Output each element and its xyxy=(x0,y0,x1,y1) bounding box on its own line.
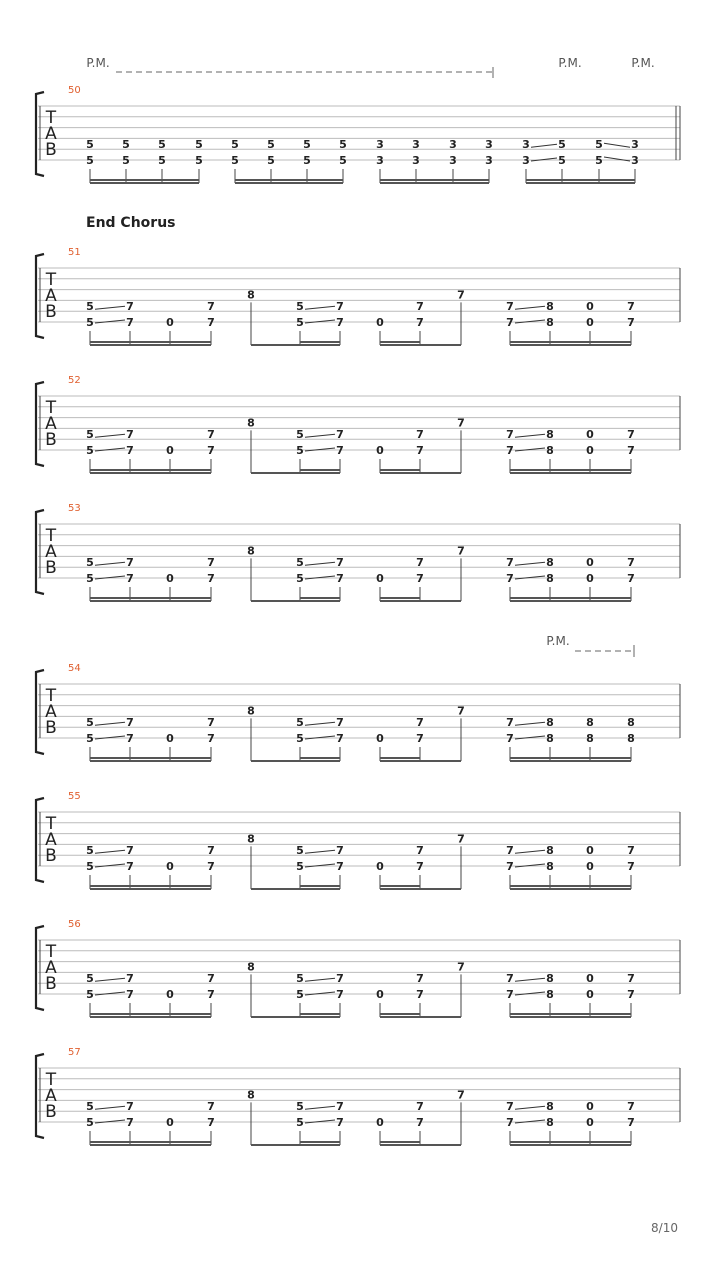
tab-letter-a: A xyxy=(45,830,57,850)
fret-number: 7 xyxy=(336,572,344,585)
fret-number: 5 xyxy=(558,138,566,152)
fret-number: 7 xyxy=(126,1116,134,1129)
fret-number: 7 xyxy=(207,860,215,873)
slide-line xyxy=(531,144,557,147)
fret-number: 7 xyxy=(457,416,465,430)
fret-number: 7 xyxy=(457,832,465,846)
fret-number: 7 xyxy=(126,972,134,986)
tab-letter-b: B xyxy=(45,718,57,738)
tab-letter-b: B xyxy=(45,558,57,578)
tab-letter-t: T xyxy=(45,814,57,834)
fret-number: 7 xyxy=(336,316,344,329)
tab-system-52 xyxy=(36,375,680,473)
fret-number: 7 xyxy=(416,428,424,442)
measure-number: 55 xyxy=(68,791,81,802)
fret-number: 8 xyxy=(546,972,554,986)
fret-number: 5 xyxy=(158,154,166,167)
measure-number: 57 xyxy=(68,1047,81,1058)
fret-number: 8 xyxy=(546,556,554,570)
tab-letter-t: T xyxy=(45,398,57,418)
fret-number: 0 xyxy=(586,300,594,314)
fret-number: 7 xyxy=(207,572,215,585)
fret-number: 7 xyxy=(207,428,215,442)
fret-number: 5 xyxy=(195,138,203,152)
fret-number: 0 xyxy=(166,316,174,329)
fret-number: 7 xyxy=(336,556,344,570)
fret-number: 8 xyxy=(546,860,554,873)
fret-number: 7 xyxy=(126,732,134,745)
fret-number: 8 xyxy=(247,544,255,558)
fret-number: 5 xyxy=(86,428,94,442)
fret-number: 5 xyxy=(86,860,94,873)
fret-number: 8 xyxy=(546,732,554,745)
fret-number: 0 xyxy=(376,572,384,585)
measure-number: 52 xyxy=(68,375,81,386)
fret-number: 7 xyxy=(506,732,514,745)
fret-number: 7 xyxy=(207,988,215,1001)
fret-number: 7 xyxy=(457,288,465,302)
slide-line xyxy=(515,850,545,853)
palm-mute-label: P.M. xyxy=(86,56,110,70)
fret-number: 7 xyxy=(506,300,514,314)
fret-number: 8 xyxy=(247,704,255,718)
fret-number: 7 xyxy=(336,1100,344,1114)
fret-number: 7 xyxy=(627,844,635,858)
fret-number: 5 xyxy=(86,988,94,1001)
fret-number: 5 xyxy=(296,972,304,986)
tab-letter-a: A xyxy=(45,702,57,722)
fret-number: 7 xyxy=(207,1100,215,1114)
fret-number: 5 xyxy=(296,844,304,858)
tab-system-53 xyxy=(36,503,680,601)
fret-number: 7 xyxy=(207,732,215,745)
fret-number: 8 xyxy=(546,1100,554,1114)
fret-number: 5 xyxy=(296,300,304,314)
fret-number: 7 xyxy=(416,572,424,585)
fret-number: 3 xyxy=(522,154,530,167)
measure-number: 50 xyxy=(68,85,81,96)
fret-number: 5 xyxy=(122,138,130,152)
fret-number: 8 xyxy=(546,716,554,730)
fret-number: 7 xyxy=(336,860,344,873)
fret-number: 0 xyxy=(376,988,384,1001)
slide-line xyxy=(95,434,125,437)
fret-number: 5 xyxy=(296,988,304,1001)
fret-number: 7 xyxy=(416,972,424,986)
fret-number: 8 xyxy=(586,716,594,730)
fret-number: 8 xyxy=(247,1088,255,1102)
slide-line xyxy=(95,562,125,565)
fret-number: 5 xyxy=(296,572,304,585)
slide-line xyxy=(305,722,335,725)
fret-number: 7 xyxy=(506,572,514,585)
fret-number: 7 xyxy=(457,1088,465,1102)
slide-line xyxy=(305,978,335,981)
fret-number: 7 xyxy=(506,444,514,457)
slide-line xyxy=(95,978,125,981)
fret-number: 5 xyxy=(231,138,239,152)
tab-letter-a: A xyxy=(45,414,57,434)
fret-number: 5 xyxy=(267,138,275,152)
fret-number: 7 xyxy=(506,988,514,1001)
fret-number: 7 xyxy=(506,316,514,329)
fret-number: 7 xyxy=(627,428,635,442)
measure-number: 51 xyxy=(68,247,81,258)
slide-line xyxy=(604,143,630,147)
fret-number: 7 xyxy=(627,988,635,1001)
fret-number: 8 xyxy=(546,844,554,858)
fret-number: 5 xyxy=(86,1100,94,1114)
fret-number: 7 xyxy=(627,444,635,457)
tab-letter-b: B xyxy=(45,140,57,160)
fret-number: 5 xyxy=(296,716,304,730)
fret-number: 5 xyxy=(296,732,304,745)
fret-number: 5 xyxy=(558,154,566,167)
fret-number: 5 xyxy=(86,444,94,457)
fret-number: 5 xyxy=(195,154,203,167)
fret-number: 5 xyxy=(296,316,304,329)
fret-number: 7 xyxy=(336,732,344,745)
fret-number: 8 xyxy=(546,316,554,329)
palm-mute-label: P.M. xyxy=(546,634,570,648)
fret-number: 5 xyxy=(303,138,311,152)
tab-letter-b: B xyxy=(45,430,57,450)
fret-number: 7 xyxy=(506,428,514,442)
measure-number: 54 xyxy=(68,663,81,674)
fret-number: 0 xyxy=(586,444,594,457)
tab-system-55 xyxy=(36,791,680,889)
fret-number: 8 xyxy=(546,572,554,585)
fret-number: 0 xyxy=(376,732,384,745)
fret-number: 5 xyxy=(158,138,166,152)
fret-number: 5 xyxy=(296,428,304,442)
fret-number: 8 xyxy=(546,1116,554,1129)
tab-system-54 xyxy=(36,634,680,761)
fret-number: 7 xyxy=(126,572,134,585)
slide-line xyxy=(305,434,335,437)
slide-line xyxy=(305,850,335,853)
fret-number: 7 xyxy=(627,1100,635,1114)
slide-line xyxy=(95,306,125,309)
fret-number: 7 xyxy=(506,556,514,570)
palm-mute-label: P.M. xyxy=(558,56,582,70)
fret-number: 0 xyxy=(586,1116,594,1129)
fret-number: 5 xyxy=(86,316,94,329)
tab-letter-a: A xyxy=(45,286,57,306)
fret-number: 3 xyxy=(376,138,384,152)
fret-number: 7 xyxy=(416,844,424,858)
fret-number: 7 xyxy=(126,988,134,1001)
fret-number: 8 xyxy=(627,732,635,745)
fret-number: 7 xyxy=(126,428,134,442)
fret-number: 8 xyxy=(546,428,554,442)
fret-number: 0 xyxy=(586,988,594,1001)
fret-number: 3 xyxy=(522,138,530,152)
fret-number: 7 xyxy=(416,732,424,745)
fret-number: 5 xyxy=(267,154,275,167)
fret-number: 0 xyxy=(586,860,594,873)
fret-number: 7 xyxy=(336,716,344,730)
fret-number: 5 xyxy=(86,1116,94,1129)
fret-number: 7 xyxy=(627,1116,635,1129)
fret-number: 0 xyxy=(376,444,384,457)
tab-letter-b: B xyxy=(45,302,57,322)
fret-number: 7 xyxy=(207,300,215,314)
fret-number: 7 xyxy=(627,972,635,986)
tab-letter-t: T xyxy=(45,942,57,962)
fret-number: 7 xyxy=(336,988,344,1001)
fret-number: 7 xyxy=(207,972,215,986)
fret-number: 3 xyxy=(485,138,493,152)
fret-number: 5 xyxy=(86,572,94,585)
fret-number: 7 xyxy=(416,1116,424,1129)
fret-number: 7 xyxy=(336,444,344,457)
tab-letter-b: B xyxy=(45,974,57,994)
tab-letter-b: B xyxy=(45,846,57,866)
fret-number: 7 xyxy=(126,556,134,570)
fret-number: 8 xyxy=(247,960,255,974)
tab-letter-a: A xyxy=(45,124,57,144)
fret-number: 7 xyxy=(416,444,424,457)
fret-number: 0 xyxy=(166,572,174,585)
fret-number: 3 xyxy=(449,138,457,152)
fret-number: 0 xyxy=(376,1116,384,1129)
fret-number: 7 xyxy=(457,544,465,558)
slide-line xyxy=(305,306,335,309)
fret-number: 0 xyxy=(376,316,384,329)
fret-number: 7 xyxy=(207,316,215,329)
slide-line xyxy=(515,1106,545,1109)
fret-number: 7 xyxy=(416,716,424,730)
fret-number: 5 xyxy=(86,138,94,152)
fret-number: 0 xyxy=(586,556,594,570)
tab-letter-a: A xyxy=(45,1086,57,1106)
fret-number: 3 xyxy=(412,154,420,167)
tab-letter-t: T xyxy=(45,270,57,290)
fret-number: 5 xyxy=(86,716,94,730)
fret-number: 3 xyxy=(412,138,420,152)
tab-letter-a: A xyxy=(45,542,57,562)
fret-number: 7 xyxy=(627,556,635,570)
fret-number: 7 xyxy=(126,716,134,730)
tab-letter-t: T xyxy=(45,686,57,706)
fret-number: 7 xyxy=(627,300,635,314)
fret-number: 5 xyxy=(296,1116,304,1129)
slide-line xyxy=(515,978,545,981)
fret-number: 5 xyxy=(339,138,347,152)
fret-number: 7 xyxy=(207,844,215,858)
slide-line xyxy=(95,1106,125,1109)
fret-number: 0 xyxy=(586,1100,594,1114)
fret-number: 0 xyxy=(166,732,174,745)
tab-letter-b: B xyxy=(45,1102,57,1122)
fret-number: 5 xyxy=(86,300,94,314)
fret-number: 8 xyxy=(546,300,554,314)
fret-number: 7 xyxy=(207,1116,215,1129)
fret-number: 0 xyxy=(586,316,594,329)
fret-number: 7 xyxy=(336,300,344,314)
fret-number: 8 xyxy=(586,732,594,745)
fret-number: 7 xyxy=(126,844,134,858)
slide-line xyxy=(305,1106,335,1109)
tab-letter-a: A xyxy=(45,958,57,978)
fret-number: 5 xyxy=(231,154,239,167)
fret-number: 5 xyxy=(595,138,603,152)
fret-number: 0 xyxy=(376,860,384,873)
fret-number: 7 xyxy=(506,1100,514,1114)
slide-line xyxy=(515,722,545,725)
fret-number: 7 xyxy=(457,960,465,974)
slide-line xyxy=(515,306,545,309)
tab-system-51 xyxy=(36,247,680,345)
slide-line xyxy=(305,562,335,565)
tab-letter-t: T xyxy=(45,526,57,546)
fret-number: 5 xyxy=(86,154,94,167)
page-number: 8/10 xyxy=(651,1221,678,1235)
fret-number: 5 xyxy=(296,860,304,873)
fret-number: 5 xyxy=(296,1100,304,1114)
palm-mute-label: P.M. xyxy=(631,56,655,70)
fret-number: 7 xyxy=(207,716,215,730)
tab-system-50 xyxy=(36,56,680,183)
fret-number: 7 xyxy=(336,972,344,986)
fret-number: 7 xyxy=(506,844,514,858)
fret-number: 5 xyxy=(86,732,94,745)
fret-number: 7 xyxy=(126,316,134,329)
fret-number: 0 xyxy=(166,1116,174,1129)
fret-number: 0 xyxy=(586,972,594,986)
fret-number: 7 xyxy=(416,1100,424,1114)
fret-number: 5 xyxy=(86,972,94,986)
fret-number: 5 xyxy=(595,154,603,167)
fret-number: 5 xyxy=(296,444,304,457)
fret-number: 3 xyxy=(376,154,384,167)
fret-number: 7 xyxy=(506,972,514,986)
fret-number: 5 xyxy=(122,154,130,167)
tab-system-57 xyxy=(36,1047,680,1145)
tab-system-56 xyxy=(36,919,680,1017)
fret-number: 0 xyxy=(586,844,594,858)
fret-number: 7 xyxy=(506,860,514,873)
slide-line xyxy=(515,434,545,437)
fret-number: 3 xyxy=(631,154,639,167)
measure-number: 56 xyxy=(68,919,81,930)
fret-number: 7 xyxy=(126,860,134,873)
fret-number: 7 xyxy=(336,844,344,858)
fret-number: 7 xyxy=(207,556,215,570)
fret-number: 8 xyxy=(247,288,255,302)
fret-number: 3 xyxy=(449,154,457,167)
fret-number: 7 xyxy=(207,444,215,457)
tab-letter-t: T xyxy=(45,108,57,128)
fret-number: 8 xyxy=(247,832,255,846)
fret-number: 5 xyxy=(303,154,311,167)
fret-number: 7 xyxy=(126,1100,134,1114)
fret-number: 7 xyxy=(416,316,424,329)
fret-number: 7 xyxy=(627,860,635,873)
fret-number: 0 xyxy=(586,428,594,442)
slide-line xyxy=(515,562,545,565)
fret-number: 7 xyxy=(416,860,424,873)
fret-number: 0 xyxy=(166,860,174,873)
slide-line xyxy=(95,850,125,853)
fret-number: 8 xyxy=(627,716,635,730)
fret-number: 0 xyxy=(166,988,174,1001)
fret-number: 7 xyxy=(336,1116,344,1129)
fret-number: 7 xyxy=(336,428,344,442)
slide-line xyxy=(95,722,125,725)
fret-number: 7 xyxy=(627,572,635,585)
fret-number: 7 xyxy=(126,444,134,457)
fret-number: 7 xyxy=(457,704,465,718)
fret-number: 7 xyxy=(126,300,134,314)
fret-number: 5 xyxy=(86,844,94,858)
fret-number: 8 xyxy=(247,416,255,430)
fret-number: 7 xyxy=(416,556,424,570)
fret-number: 7 xyxy=(627,316,635,329)
fret-number: 3 xyxy=(485,154,493,167)
fret-number: 0 xyxy=(166,444,174,457)
fret-number: 8 xyxy=(546,444,554,457)
measure-number: 53 xyxy=(68,503,81,514)
fret-number: 7 xyxy=(416,300,424,314)
fret-number: 8 xyxy=(546,988,554,1001)
fret-number: 5 xyxy=(296,556,304,570)
fret-number: 5 xyxy=(339,154,347,167)
section-label: End Chorus xyxy=(86,215,176,231)
tab-letter-t: T xyxy=(45,1070,57,1090)
fret-number: 0 xyxy=(586,572,594,585)
fret-number: 3 xyxy=(631,138,639,152)
fret-number: 5 xyxy=(86,556,94,570)
fret-number: 7 xyxy=(506,1116,514,1129)
fret-number: 7 xyxy=(416,988,424,1001)
fret-number: 7 xyxy=(506,716,514,730)
